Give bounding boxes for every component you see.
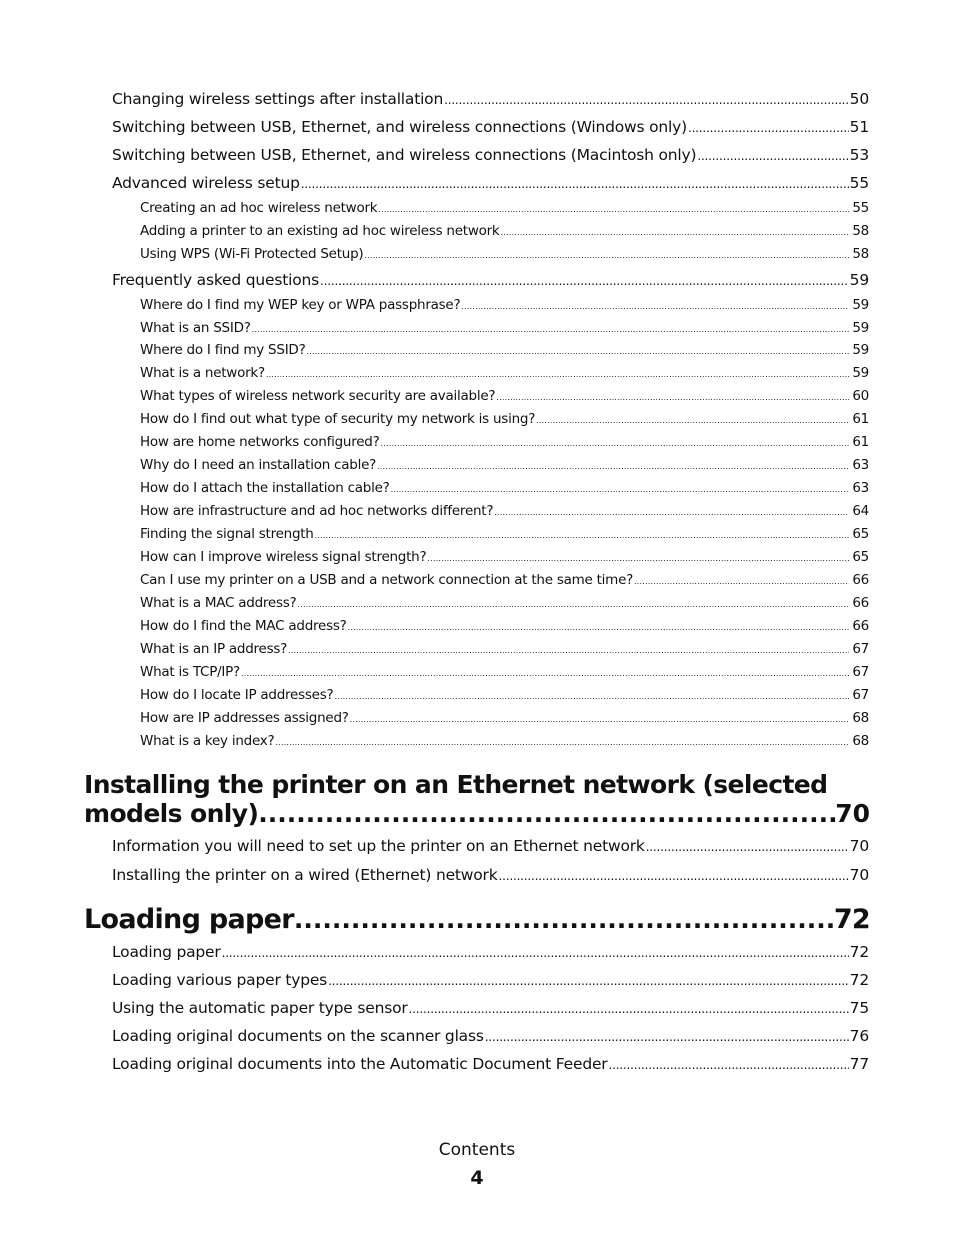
toc-entry-title: How do I find the MAC address? bbox=[140, 618, 347, 634]
chapter-page: 70 bbox=[835, 799, 870, 828]
toc-entry-page: 66 bbox=[852, 595, 869, 611]
toc-subentry[interactable] bbox=[140, 411, 869, 427]
toc-entry-title: Information you will need to set up the printer on an Ethernet network bbox=[112, 837, 645, 855]
toc-entry-title: Frequently asked questions bbox=[112, 271, 320, 289]
toc-entry-title: How are infrastructure and ad hoc networks different? bbox=[140, 503, 494, 519]
leader-dots bbox=[288, 646, 849, 655]
toc-entry-page: 58 bbox=[852, 246, 869, 262]
toc-entry-title: Why do I need an installation cable? bbox=[140, 457, 377, 473]
toc-entry-page: 55 bbox=[849, 174, 869, 192]
toc-entry-title: How are home networks configured? bbox=[140, 434, 380, 450]
toc-entry[interactable] bbox=[112, 118, 869, 136]
toc-entry-page: 61 bbox=[852, 411, 869, 427]
toc-entry[interactable] bbox=[112, 971, 869, 989]
toc-entry-title: How do I locate IP addresses? bbox=[140, 687, 334, 703]
toc-entry-title: Installing the printer on a wired (Ethernet) network bbox=[112, 866, 498, 884]
leader-dots bbox=[222, 946, 849, 960]
footer-section-label: Contents bbox=[438, 1140, 516, 1160]
toc-subentry[interactable] bbox=[140, 503, 869, 519]
toc-entry-page: 65 bbox=[852, 549, 869, 565]
leader-dots bbox=[258, 799, 835, 828]
toc-entry-title: Finding the signal strength bbox=[140, 526, 314, 542]
leader-dots bbox=[381, 439, 850, 448]
leader-dots bbox=[444, 93, 849, 107]
chapter-page: 72 bbox=[833, 904, 870, 935]
toc-entry-title: Loading various paper types bbox=[112, 971, 328, 989]
leader-dots bbox=[697, 149, 848, 163]
toc-subentry[interactable] bbox=[140, 320, 869, 336]
toc-entry-title: Can I use my printer on a USB and a network connection at the same time? bbox=[140, 572, 634, 588]
toc-entry-page: 59 bbox=[852, 342, 869, 358]
toc-subentry[interactable] bbox=[140, 733, 869, 749]
leader-dots bbox=[334, 692, 849, 701]
toc-entry-page: 63 bbox=[852, 480, 869, 496]
toc-subentry[interactable] bbox=[140, 595, 869, 611]
leader-dots bbox=[608, 1058, 848, 1072]
toc-subentry[interactable] bbox=[140, 342, 869, 358]
toc-entry-title: Loading paper bbox=[112, 943, 221, 961]
toc-entry-page: 76 bbox=[849, 1027, 869, 1045]
toc-entry-title: What is a key index? bbox=[140, 733, 275, 749]
toc-entry-title: What is an SSID? bbox=[140, 320, 251, 336]
toc-entry-title: What is an IP address? bbox=[140, 641, 288, 657]
toc-subentry[interactable] bbox=[140, 297, 869, 313]
toc-entry-title: Switching between USB, Ethernet, and wireless connections (Windows only) bbox=[112, 118, 687, 136]
toc-subentry[interactable] bbox=[140, 434, 869, 450]
leader-dots bbox=[427, 554, 849, 563]
leader-dots bbox=[266, 370, 849, 379]
toc-entry[interactable] bbox=[112, 1027, 869, 1045]
toc-entry-page: 64 bbox=[852, 503, 869, 519]
toc-entry-page: 61 bbox=[852, 434, 869, 450]
leader-dots bbox=[499, 869, 849, 883]
chapter-title-line2: models only) bbox=[84, 799, 259, 828]
toc-subentry[interactable] bbox=[140, 365, 869, 381]
toc-entry-title: Using WPS (Wi-Fi Protected Setup) bbox=[140, 246, 364, 262]
leader-dots bbox=[301, 177, 849, 191]
toc-entry-page: 77 bbox=[849, 1055, 869, 1073]
toc-entry-page: 75 bbox=[849, 999, 869, 1017]
toc-entry-title: Advanced wireless setup bbox=[112, 174, 300, 192]
leader-dots bbox=[391, 485, 850, 494]
toc-entry[interactable] bbox=[112, 837, 869, 855]
toc-entry-page: 63 bbox=[852, 457, 869, 473]
leader-dots bbox=[364, 251, 849, 260]
toc-entry-title: What is a MAC address? bbox=[140, 595, 297, 611]
chapter-title-line1: Installing the printer on an Ethernet network (selected bbox=[84, 770, 828, 799]
toc-entry-page: 59 bbox=[852, 320, 869, 336]
toc-entry-title: What types of wireless network security are available? bbox=[140, 388, 496, 404]
leader-dots bbox=[501, 228, 850, 237]
toc-subentry[interactable] bbox=[140, 200, 869, 216]
toc-entry-page: 65 bbox=[852, 526, 869, 542]
toc-entry[interactable] bbox=[112, 943, 869, 961]
leader-dots bbox=[348, 623, 850, 632]
toc-entry-page: 66 bbox=[852, 618, 869, 634]
toc-entry-title: Adding a printer to an existing ad hoc wireless network bbox=[140, 223, 500, 239]
leader-dots bbox=[494, 508, 849, 517]
leader-dots bbox=[485, 1030, 849, 1044]
leader-dots bbox=[320, 274, 849, 288]
toc-entry-title: Where do I find my WEP key or WPA passphrase? bbox=[140, 297, 461, 313]
leader-dots bbox=[252, 325, 850, 334]
leader-dots bbox=[297, 600, 849, 609]
toc-subentry[interactable] bbox=[140, 388, 869, 404]
toc-subentry[interactable] bbox=[140, 526, 869, 542]
toc-subentry[interactable] bbox=[140, 549, 869, 565]
toc-entry-page: 60 bbox=[852, 388, 869, 404]
toc-subentry[interactable] bbox=[140, 246, 869, 262]
toc-entry-page: 66 bbox=[852, 572, 869, 588]
toc-entry-title: How do I find out what type of security my network is using? bbox=[140, 411, 536, 427]
leader-dots bbox=[350, 715, 850, 724]
toc-entry[interactable] bbox=[112, 174, 869, 192]
toc-entry-title: What is a network? bbox=[140, 365, 265, 381]
toc-entry[interactable] bbox=[112, 1055, 869, 1073]
toc-entry[interactable] bbox=[112, 90, 869, 108]
leader-dots bbox=[377, 462, 849, 471]
toc-entry-page: 51 bbox=[849, 118, 869, 136]
toc-entry-page: 70 bbox=[849, 837, 869, 855]
toc-subentry[interactable] bbox=[140, 664, 869, 680]
toc-entry-title: What is TCP/IP? bbox=[140, 664, 240, 680]
toc-entry-title: Using the automatic paper type sensor bbox=[112, 999, 408, 1017]
leader-dots bbox=[634, 577, 849, 586]
leader-dots bbox=[378, 205, 849, 214]
toc-entry-title: How do I attach the installation cable? bbox=[140, 480, 390, 496]
toc-entry[interactable] bbox=[112, 866, 869, 884]
toc-entry-page: 58 bbox=[852, 223, 869, 239]
toc-entry-page: 59 bbox=[849, 271, 869, 289]
toc-entry[interactable] bbox=[112, 271, 869, 289]
toc-entry-title: Loading original documents into the Automatic Document Feeder bbox=[112, 1055, 608, 1073]
toc-entry[interactable] bbox=[112, 999, 869, 1017]
toc-subentry[interactable] bbox=[140, 710, 869, 726]
toc-entry-page: 67 bbox=[852, 641, 869, 657]
toc-entry-title: Changing wireless settings after installation bbox=[112, 90, 444, 108]
toc-entry-page: 67 bbox=[852, 664, 869, 680]
leader-dots bbox=[646, 840, 849, 854]
toc-entry-page: 59 bbox=[852, 297, 869, 313]
leader-dots bbox=[294, 905, 834, 934]
leader-dots bbox=[315, 531, 850, 540]
footer-page-number: 4 bbox=[470, 1167, 484, 1189]
toc-entry-page: 68 bbox=[852, 710, 869, 726]
toc-entry-page: 59 bbox=[852, 365, 869, 381]
leader-dots bbox=[307, 347, 850, 356]
toc-entry-page: 68 bbox=[852, 733, 869, 749]
leader-dots bbox=[536, 416, 849, 425]
leader-dots bbox=[496, 393, 849, 402]
toc-subentry[interactable] bbox=[140, 223, 869, 239]
toc-entry-title: Switching between USB, Ethernet, and wireless connections (Macintosh only) bbox=[112, 146, 697, 164]
leader-dots bbox=[241, 669, 849, 678]
toc-entry-page: 55 bbox=[852, 200, 869, 216]
toc-entry-title: Where do I find my SSID? bbox=[140, 342, 306, 358]
toc-subentry[interactable] bbox=[140, 618, 869, 634]
toc-subentry[interactable] bbox=[140, 572, 869, 588]
toc-entry-page: 53 bbox=[849, 146, 869, 164]
toc-entry[interactable] bbox=[112, 146, 869, 164]
toc-entry-page: 67 bbox=[852, 687, 869, 703]
toc-subentry[interactable] bbox=[140, 457, 869, 473]
toc-chapter-ethernet[interactable] bbox=[84, 770, 870, 834]
toc-subentry[interactable] bbox=[140, 641, 869, 657]
leader-dots bbox=[275, 738, 849, 747]
toc-chapter-loading-paper[interactable] bbox=[84, 904, 870, 940]
toc-entry-title: How can I improve wireless signal strength? bbox=[140, 549, 427, 565]
toc-entry-page: 50 bbox=[849, 90, 869, 108]
toc-subentry[interactable] bbox=[140, 687, 869, 703]
leader-dots bbox=[688, 121, 849, 135]
toc-entry-page: 70 bbox=[849, 866, 869, 884]
toc-entry-title: How are IP addresses assigned? bbox=[140, 710, 349, 726]
toc-entry-title: Creating an ad hoc wireless network bbox=[140, 200, 378, 216]
leader-dots bbox=[328, 974, 849, 988]
toc-entry-page: 72 bbox=[849, 971, 869, 989]
leader-dots bbox=[409, 1002, 849, 1016]
toc-entry-page: 72 bbox=[849, 943, 869, 961]
toc-entry-title: Loading original documents on the scanner glass bbox=[112, 1027, 484, 1045]
chapter-title: Loading paper bbox=[84, 904, 294, 935]
leader-dots bbox=[461, 302, 849, 311]
toc-subentry[interactable] bbox=[140, 480, 869, 496]
